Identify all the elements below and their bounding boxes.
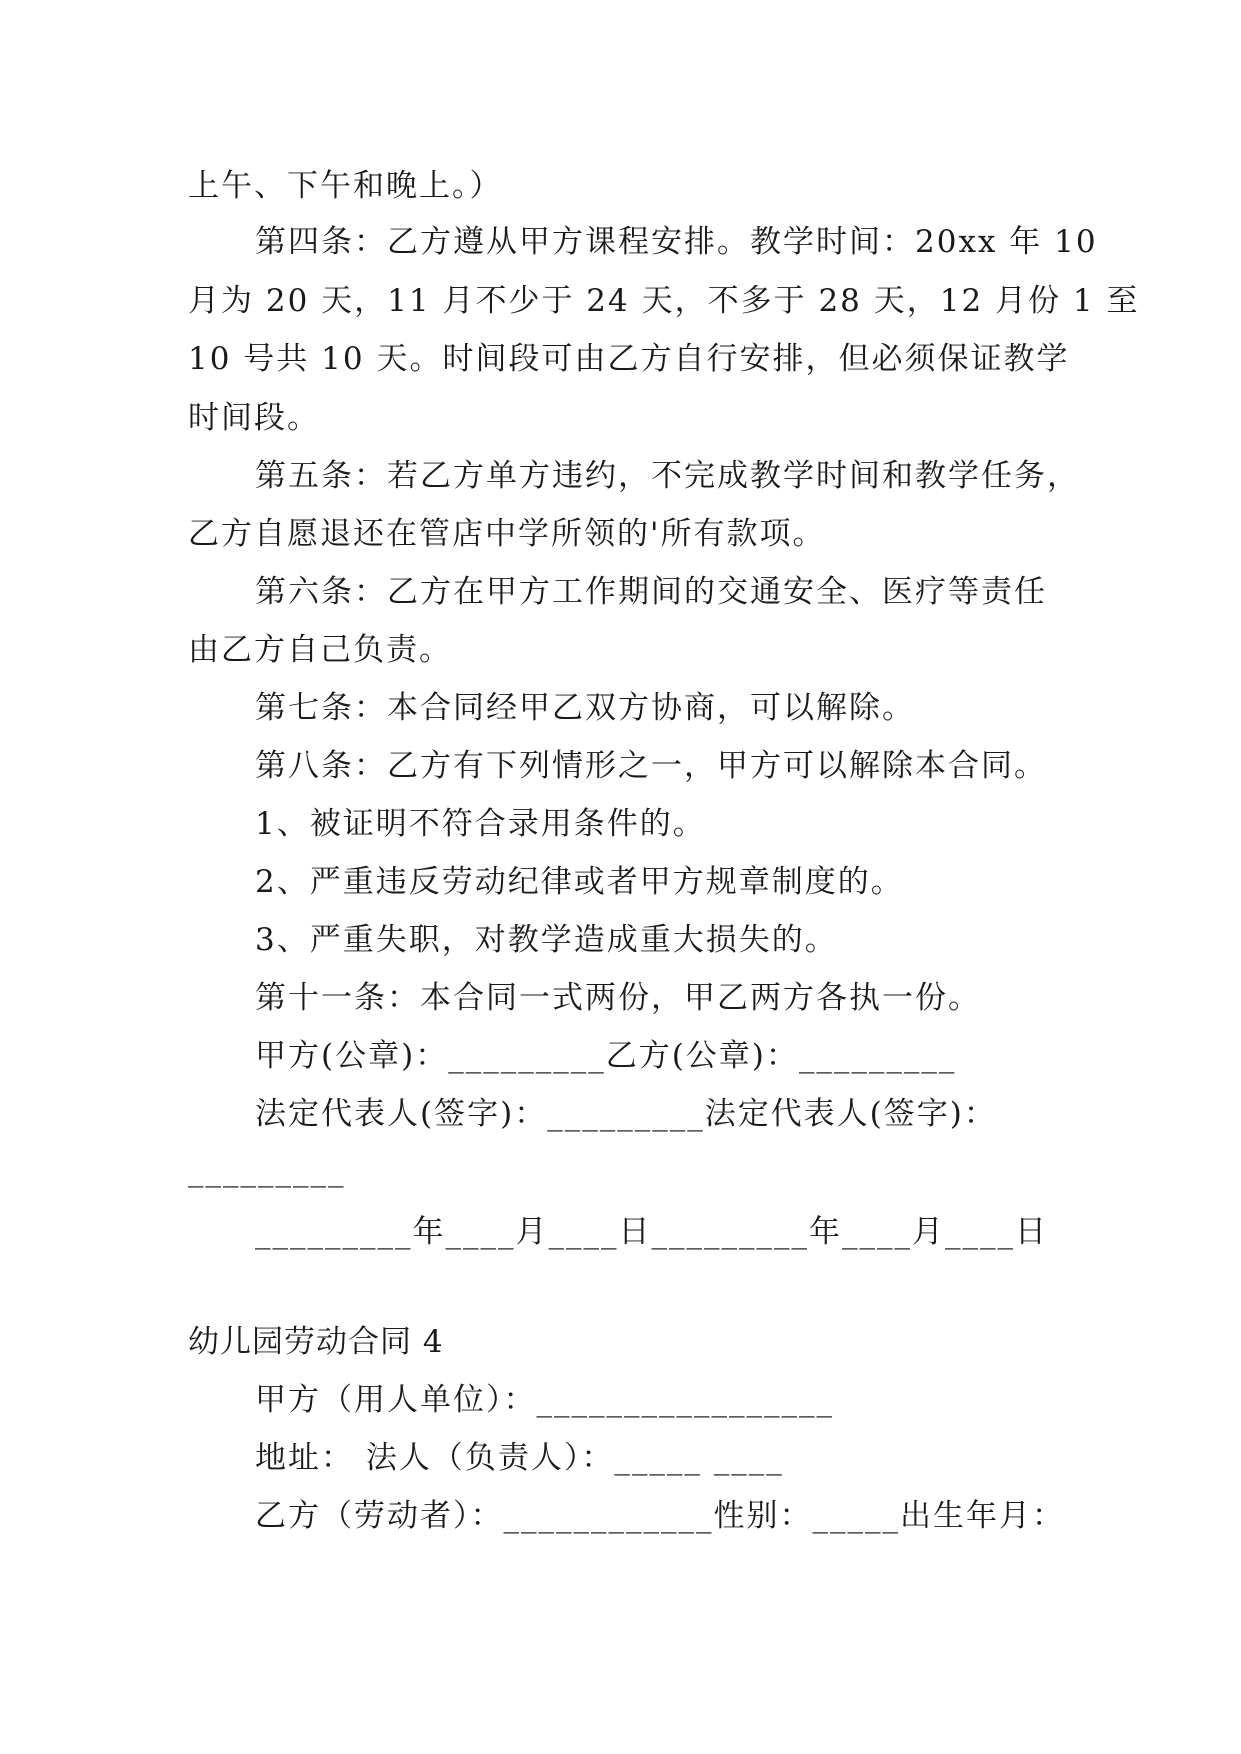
line-1: 上午、下午和晚上。）	[188, 168, 503, 204]
article-11: 第十一条：本合同一式两份，甲乙两方各执一份。	[255, 980, 981, 1016]
article-4-line-2: 月为 20 天，11 月不少于 24 天，不多于 28 天，12 月份 1 至	[188, 283, 1140, 319]
clause-1: 1、被证明不符合录用条件的。	[255, 806, 706, 842]
clause-2: 2、严重违反劳动纪律或者甲方规章制度的。	[255, 864, 904, 900]
article-4-line-3: 10 号共 10 天。时间段可由乙方自行安排，但必须保证教学	[188, 341, 1070, 377]
signature-blank: _________	[188, 1152, 346, 1188]
article-5-line-2: 乙方自愿退还在管店中学所领的'所有款项。	[188, 516, 826, 552]
party-a-line: 甲方（用人单位）：_________________	[255, 1382, 834, 1418]
article-4-line-1: 第四条：乙方遵从甲方课程安排。教学时间：20xx 年 10	[255, 224, 1098, 260]
seal-line: 甲方(公章)：_________乙方(公章)：_________	[255, 1038, 957, 1074]
date-line: _________年____月____日_________年____月____日	[255, 1214, 1048, 1250]
contract-heading: 幼儿园劳动合同 4	[188, 1324, 444, 1360]
article-6-line-2: 由乙方自己负责。	[188, 632, 452, 668]
clause-3: 3、严重失职，对教学造成重大损失的。	[255, 922, 838, 958]
article-8: 第八条：乙方有下列情形之一，甲方可以解除本合同。	[255, 748, 1047, 784]
article-4-line-4: 时间段。	[188, 400, 320, 436]
article-7: 第七条：本合同经甲乙双方协商，可以解除。	[255, 690, 915, 726]
article-6-line-1: 第六条：乙方在甲方工作期间的交通安全、医疗等责任	[255, 574, 1047, 610]
address-line: 地址： 法人（负责人）：_____ ____	[255, 1440, 784, 1476]
article-5-line-1: 第五条：若乙方单方违约，不完成教学时间和教学任务，	[255, 458, 1080, 494]
signature-line: 法定代表人(签字)：_________法定代表人(签字)：	[255, 1096, 997, 1132]
party-b-line: 乙方（劳动者）：____________性别：_____出生年月：	[255, 1498, 1065, 1534]
